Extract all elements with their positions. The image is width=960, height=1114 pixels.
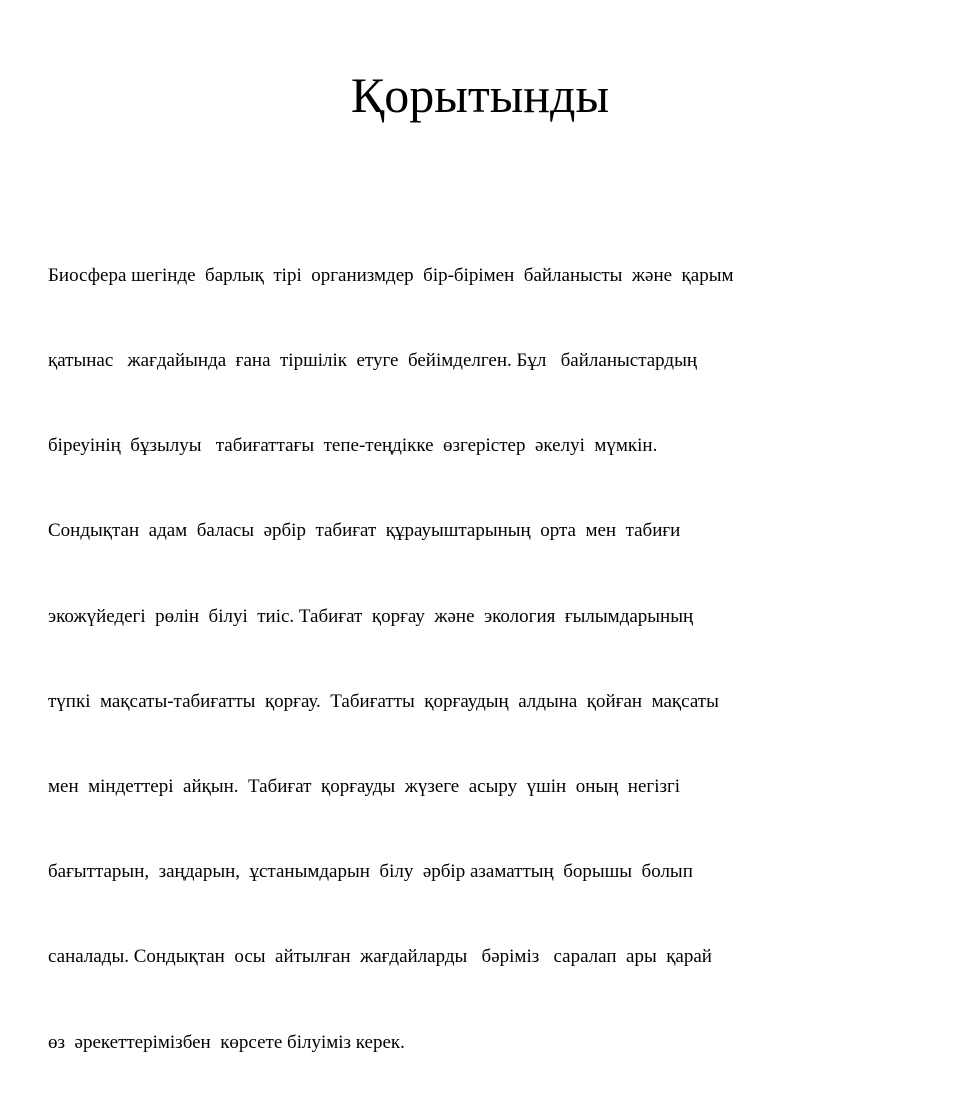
slide-title: Қорытынды bbox=[350, 67, 610, 123]
body-line: Биосфера шегінде барлық тірі организмдер бір-бірімен байланысты және қарым bbox=[48, 264, 734, 286]
body-line: Сондықтан адам баласы әрбір табиғат құрауыштарының орта мен табиғи bbox=[48, 520, 681, 542]
body-line: өз әрекеттерімізбен көрсете білуіміз керек. bbox=[48, 1031, 405, 1053]
body-line: бағыттарын, заңдарын, ұстанымдарын білу әрбір азаматтың борышы болып bbox=[48, 861, 693, 883]
slide-body-text bbox=[48, 205, 928, 1114]
body-line: біреуінің бұзылуы табиғаттағы тепе-теңдікке өзгерістер әкелуі мүмкін. bbox=[48, 435, 658, 457]
body-line: қатынас жағдайында ғана тіршілік етуге бейімделген. Бұл байланыстардың bbox=[48, 350, 698, 372]
body-line: экожүйедегі рөлін білуі тиіс. Табиғат қорғау және экология ғылымдарының bbox=[48, 605, 694, 627]
body-line: саналады. Сондықтан осы айтылған жағдайларды бәріміз саралап ары қарай bbox=[48, 946, 712, 968]
body-line: түпкі мақсаты-табиғатты қорғау. Табиғатты қорғаудың алдына қойған мақсаты bbox=[48, 690, 719, 712]
body-line: мен міндеттері айқын. Табиғат қорғауды жүзеге асыру үшін оның негізгі bbox=[48, 776, 681, 798]
